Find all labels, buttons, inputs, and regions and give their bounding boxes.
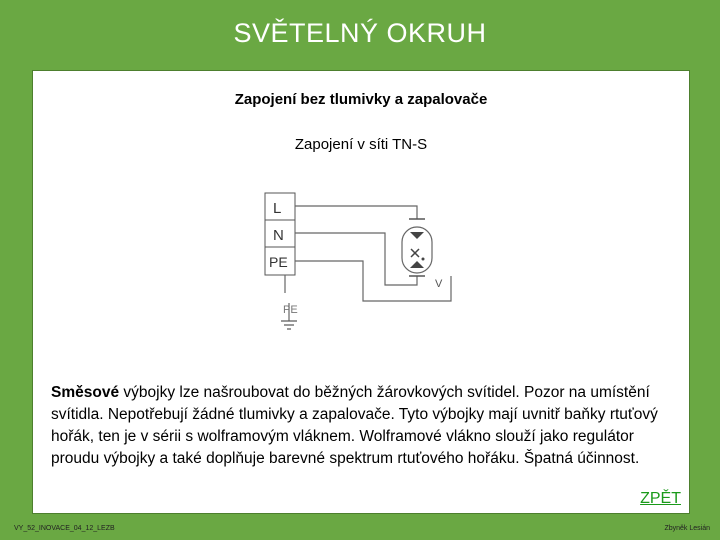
ground-pe-label: PE xyxy=(283,304,298,316)
footer-author: Zbyněk Lesián xyxy=(664,525,710,532)
footer-code: VY_52_INOVACE_04_12_LEZB xyxy=(14,525,115,532)
terminal-block xyxy=(265,193,295,275)
terminal-pe-label: PE xyxy=(269,254,288,270)
description-paragraph xyxy=(51,382,679,470)
content-panel xyxy=(32,70,690,514)
wiring-diagram xyxy=(33,71,691,371)
section-heading: Zapojení bez tlumivky a zapalovače xyxy=(234,91,488,108)
description-text: výbojky lze našroubovat do běžných žárovkových svítidel. Pozor na umístění svítidla. Nepotřebují žádné tlumivky a zapalovače. Tyto výbojky mají uvnitř baňky rtuťový hořák, ten je v sérii s wolframovým vláknem. Wolframové vlákno slouží jako regulátor proudu výbojky a také doplňuje barevné spektrum rtuťového hořáku. Špatná účinnost. xyxy=(51,384,658,467)
slide-title: SVĚTELNÝ OKRUH xyxy=(233,18,487,48)
lamp-label-v: V xyxy=(435,278,443,290)
terminal-l-label: L xyxy=(273,200,282,217)
back-link[interactable]: ZPĚT xyxy=(640,490,681,507)
description-lead-word: Směsové xyxy=(51,384,120,401)
terminal-n-label: N xyxy=(273,227,284,244)
section-subheading: Zapojení v síti TN-S xyxy=(294,136,428,153)
lamp-symbol xyxy=(402,219,443,290)
